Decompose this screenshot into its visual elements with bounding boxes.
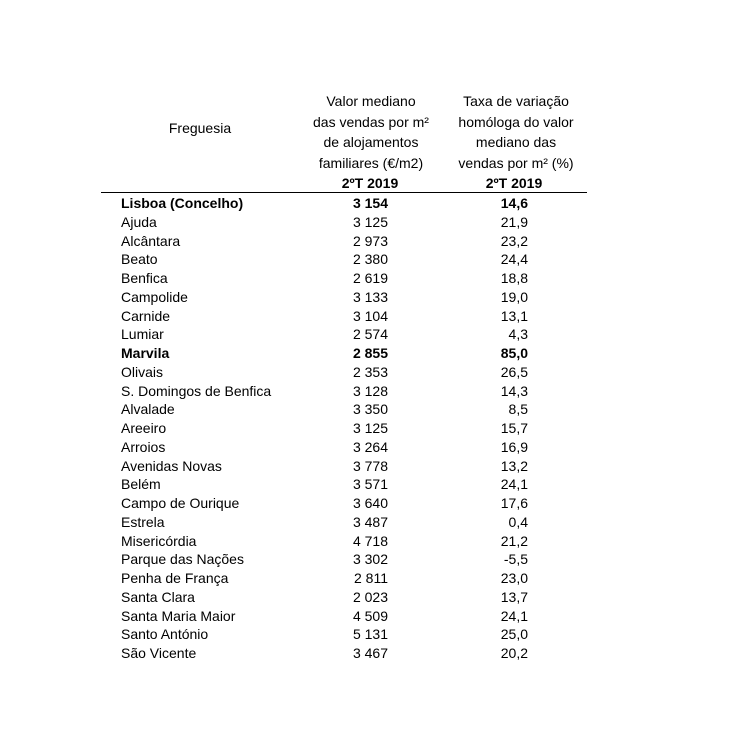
header-divider [101,192,587,193]
valor-mediano-value: 4 718 [352,532,388,549]
table-row [0,644,748,663]
period-label-valor: 2ºT 2019 [341,175,399,191]
valor-mediano-value: 3 487 [352,513,388,530]
freguesia-name: Estrela [121,513,165,530]
taxa-variacao-value: 23,0 [500,570,528,586]
taxa-variacao-value: 14,3 [500,382,528,399]
valor-mediano-value: 3 302 [352,551,388,568]
taxa-variacao-value: 17,6 [500,495,528,511]
table-row [0,607,748,626]
taxa-variacao-value: 21,2 [500,532,528,549]
table-row [0,550,748,569]
freguesia-name: Ajuda [121,213,157,230]
header-freguesia: Freguesia [168,120,232,136]
freguesia-name: Arroios [121,438,166,455]
taxa-variacao-value: 18,8 [500,270,528,286]
freguesia-name: Santa Maria Maior [121,607,236,624]
taxa-variacao-value: 13,7 [500,588,528,605]
freguesia-name: Benfica [121,270,168,286]
freguesia-name: Santo António [121,626,209,643]
taxa-variacao-value: -5,5 [503,551,528,568]
valor-mediano-value: 3 128 [352,382,388,399]
freguesia-name: Alvalade [121,401,175,418]
header-taxa-variacao: Taxa de variação homóloga do valor mediano das vendas por m² (%) [458,93,574,171]
valor-mediano-value: 2 855 [352,345,388,361]
taxa-variacao-value: 24,1 [500,607,528,624]
table-row [0,288,748,307]
taxa-variacao-value: 0,4 [508,513,528,530]
freguesia-name: Areeiro [121,420,167,436]
freguesia-name: Parque das Nações [121,551,244,568]
period-label-taxa: 2ºT 2019 [485,175,543,191]
taxa-variacao-value: 8,5 [508,401,528,418]
valor-mediano-value: 2 973 [352,232,388,249]
valor-mediano-value: 3 778 [352,457,388,474]
freguesia-name: Carnide [121,307,171,324]
table-row [0,325,748,344]
valor-mediano-value: 3 640 [352,495,388,511]
taxa-variacao-value: 26,5 [500,363,528,380]
table-row [0,494,748,513]
freguesia-name: S. Domingos de Benfica [121,382,272,399]
valor-mediano-value: 3 571 [352,476,388,493]
taxa-variacao-value: 15,7 [500,420,528,436]
taxa-variacao-value: 24,1 [500,476,528,493]
valor-mediano-value: 3 467 [352,645,388,661]
valor-mediano-value: 2 574 [352,326,388,343]
freguesia-name: Misericórdia [121,532,197,549]
valor-mediano-value: 5 131 [352,626,388,643]
table-row [0,438,748,457]
freguesia-name: Penha de França [121,570,229,586]
freguesia-name: Alcântara [121,232,181,249]
valor-mediano-value: 3 350 [352,401,388,418]
valor-mediano-value: 2 380 [352,251,388,268]
table-row [0,475,748,494]
table-row [0,513,748,532]
taxa-variacao-value: 21,9 [500,213,528,230]
taxa-variacao-value: 20,2 [500,645,528,661]
table-row [0,363,748,382]
valor-mediano-value: 3 154 [352,195,388,211]
table-row [0,419,748,438]
freguesia-name: Lisboa (Concelho) [121,195,244,211]
table-row [0,625,748,644]
valor-mediano-value: 2 353 [352,363,388,380]
valor-mediano-value: 3 104 [352,307,388,324]
valor-mediano-value: 2 811 [354,570,388,586]
table-row [0,250,748,269]
freguesia-name: Campo de Ourique [121,495,240,511]
taxa-variacao-value: 85,0 [500,345,528,361]
freguesia-name: Campolide [121,288,188,305]
freguesia-name: Santa Clara [121,588,195,605]
table-row [0,307,748,326]
table-row [0,457,748,476]
freguesia-name: Marvila [121,345,170,361]
taxa-variacao-value: 19,0 [500,288,528,305]
table-row [0,532,748,551]
freguesia-name: Belém [121,476,161,493]
table-row [0,269,748,288]
taxa-variacao-value: 16,9 [500,438,528,455]
valor-mediano-value: 3 133 [352,288,388,305]
table-row [0,344,748,363]
freguesia-name: Avenidas Novas [121,457,222,474]
taxa-variacao-value: 13,2 [500,457,528,474]
table-row [0,382,748,401]
taxa-variacao-value: 24,4 [500,251,528,268]
valor-mediano-value: 3 125 [352,420,388,436]
taxa-variacao-value: 23,2 [500,232,528,249]
valor-mediano-value: 2 619 [352,270,388,286]
valor-mediano-value: 3 125 [352,213,388,230]
table-row [0,588,748,607]
table-row [0,232,748,251]
valor-mediano-value: 2 023 [352,588,388,605]
table-row [0,213,748,232]
freguesia-name: Olivais [121,363,164,380]
table-row [0,194,748,213]
header-valor-mediano: Valor mediano das vendas por m² de alojamentos familiares (€/m2) [313,93,429,171]
freguesia-name: Lumiar [121,326,164,343]
table-row [0,569,748,588]
valor-mediano-value: 3 264 [352,438,388,455]
freguesia-name: São Vicente [121,645,197,661]
taxa-variacao-value: 4,3 [508,326,528,343]
taxa-variacao-value: 25,0 [500,626,528,643]
taxa-variacao-value: 13,1 [500,307,528,324]
freguesia-name: Beato [121,251,158,268]
table-row [0,400,748,419]
taxa-variacao-value: 14,6 [500,195,528,211]
valor-mediano-value: 4 509 [352,607,388,624]
table-body [0,194,748,663]
